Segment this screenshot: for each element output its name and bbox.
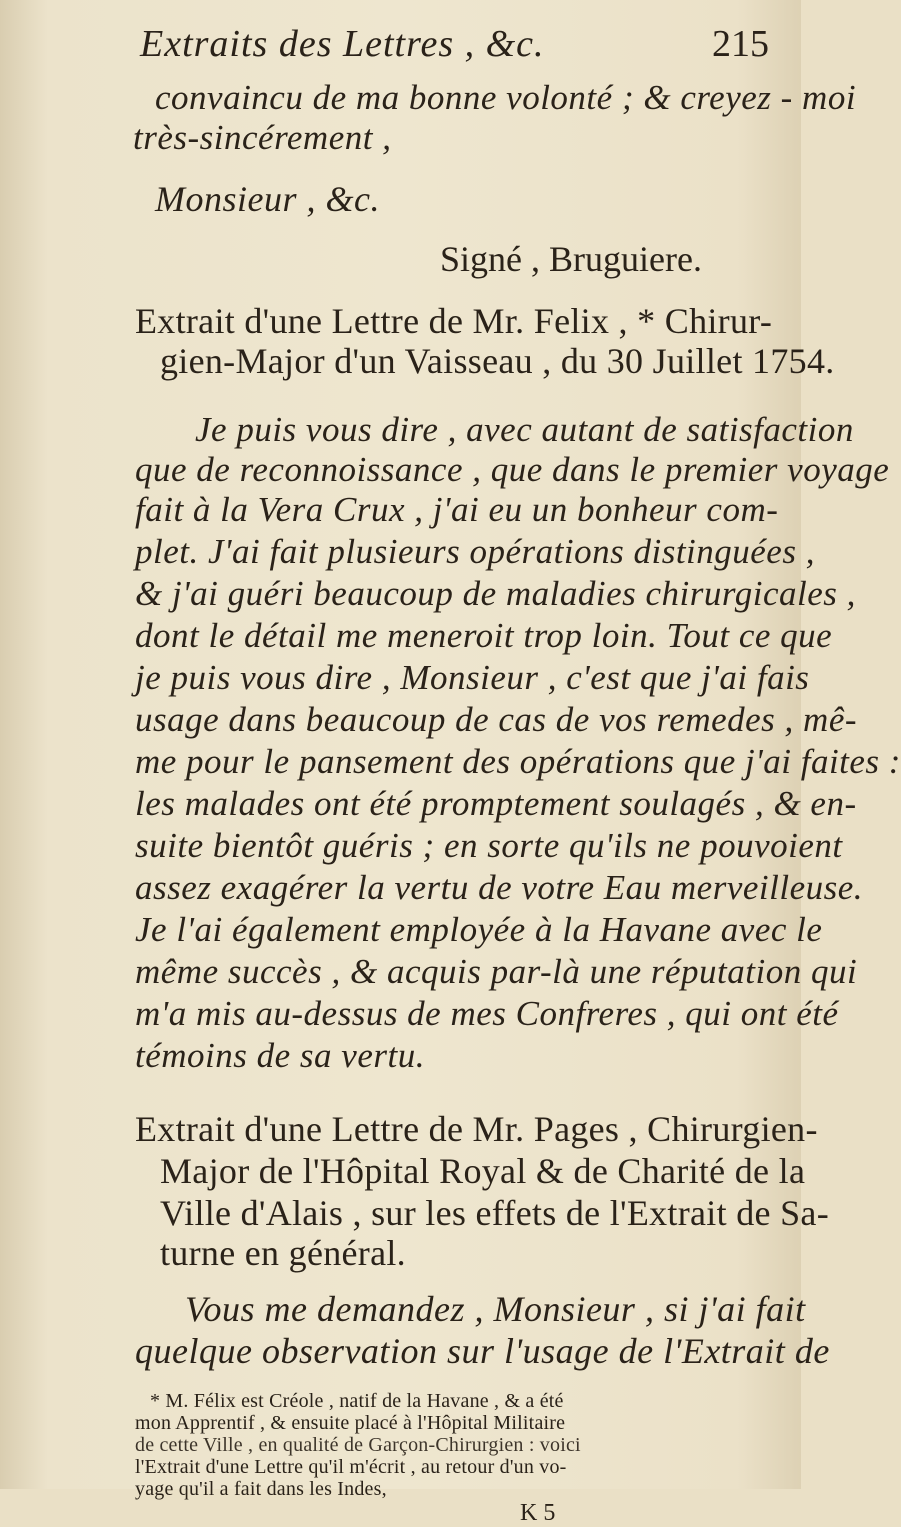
salutation: Monsieur , &c. xyxy=(155,179,380,219)
letter1-body-line: même succès , & acquis par-là une réputation qui xyxy=(135,952,858,991)
letter1-body-line: usage dans beaucoup de cas de vos remedes , mê- xyxy=(135,700,858,739)
letter1-body-line: assez exagérer la vertu de votre Eau merveilleuse. xyxy=(135,868,864,907)
letter2-heading-line: Ville d'Alais , sur les effets de l'Extrait de Sa- xyxy=(160,1193,829,1233)
page-number: 215 xyxy=(712,23,769,65)
letter1-body-line: me pour le pansement des opérations que j'ai faites : xyxy=(135,742,901,781)
letter1-body-line: m'a mis au-dessus de mes Confreres , qui ont été xyxy=(135,994,839,1033)
letter1-body-line: les malades ont été promptement soulagés , & en- xyxy=(135,784,857,823)
letter1-body-line: & j'ai guéri beaucoup de maladies chirurgicales , xyxy=(135,574,856,613)
letter1-body-line: je puis vous dire , Monsieur , c'est que j'ai fais xyxy=(135,658,810,697)
letter1-body-line: témoins de sa vertu. xyxy=(135,1036,425,1075)
running-title: Extraits des Lettres , &c. xyxy=(140,23,545,65)
footnote-line: yage qu'il a fait dans les Indes, xyxy=(135,1478,387,1500)
letter1-heading-line: gien-Major d'un Vaisseau , du 30 Juillet 1754. xyxy=(160,341,835,381)
footnote-line: de cette Ville , en qualité de Garçon-Chirurgien : voici xyxy=(135,1434,581,1456)
letter1-body-line: que de reconnoissance , que dans le premier voyage xyxy=(135,450,890,489)
opening-line: convaincu de ma bonne volonté ; & creyez - moi xyxy=(155,78,857,117)
opening-line: très-sincérement , xyxy=(133,118,392,157)
footnote-line: * M. Félix est Créole , natif de la Havane , & a été xyxy=(150,1390,564,1412)
letter1-heading-line: Extrait d'une Lettre de Mr. Felix , * Chirur- xyxy=(135,301,773,341)
signature: Signé , Bruguiere. xyxy=(440,239,702,279)
letter1-body-line: dont le détail me meneroit trop loin. Tout ce que xyxy=(135,616,833,655)
letter1-body-line: Je l'ai également employée à la Havane avec le xyxy=(135,910,823,949)
letter1-body-line: fait à la Vera Crux , j'ai eu un bonheur com- xyxy=(135,490,779,529)
letter1-body-line: Je puis vous dire , avec autant de satisfaction xyxy=(195,410,854,449)
footnote-line: mon Apprentif , & ensuite placé à l'Hôpital Militaire xyxy=(135,1412,566,1434)
letter1-body-line: plet. J'ai fait plusieurs opérations distinguées , xyxy=(135,532,815,571)
footnote-line: l'Extrait d'une Lettre qu'il m'écrit , au retour d'un vo- xyxy=(135,1456,567,1478)
letter1-body-line: suite bientôt guéris ; en sorte qu'ils ne pouvoient xyxy=(135,826,843,865)
letter2-heading-line: Major de l'Hôpital Royal & de Charité de la xyxy=(160,1151,806,1191)
signature-mark: K 5 xyxy=(520,1500,556,1526)
letter2-heading-line: turne en général. xyxy=(160,1233,406,1273)
letter2-body-line: quelque observation sur l'usage de l'Extrait de xyxy=(135,1331,830,1371)
letter2-body-line: Vous me demandez , Monsieur , si j'ai fait xyxy=(185,1289,806,1329)
letter2-heading-line: Extrait d'une Lettre de Mr. Pages , Chirurgien- xyxy=(135,1109,818,1149)
